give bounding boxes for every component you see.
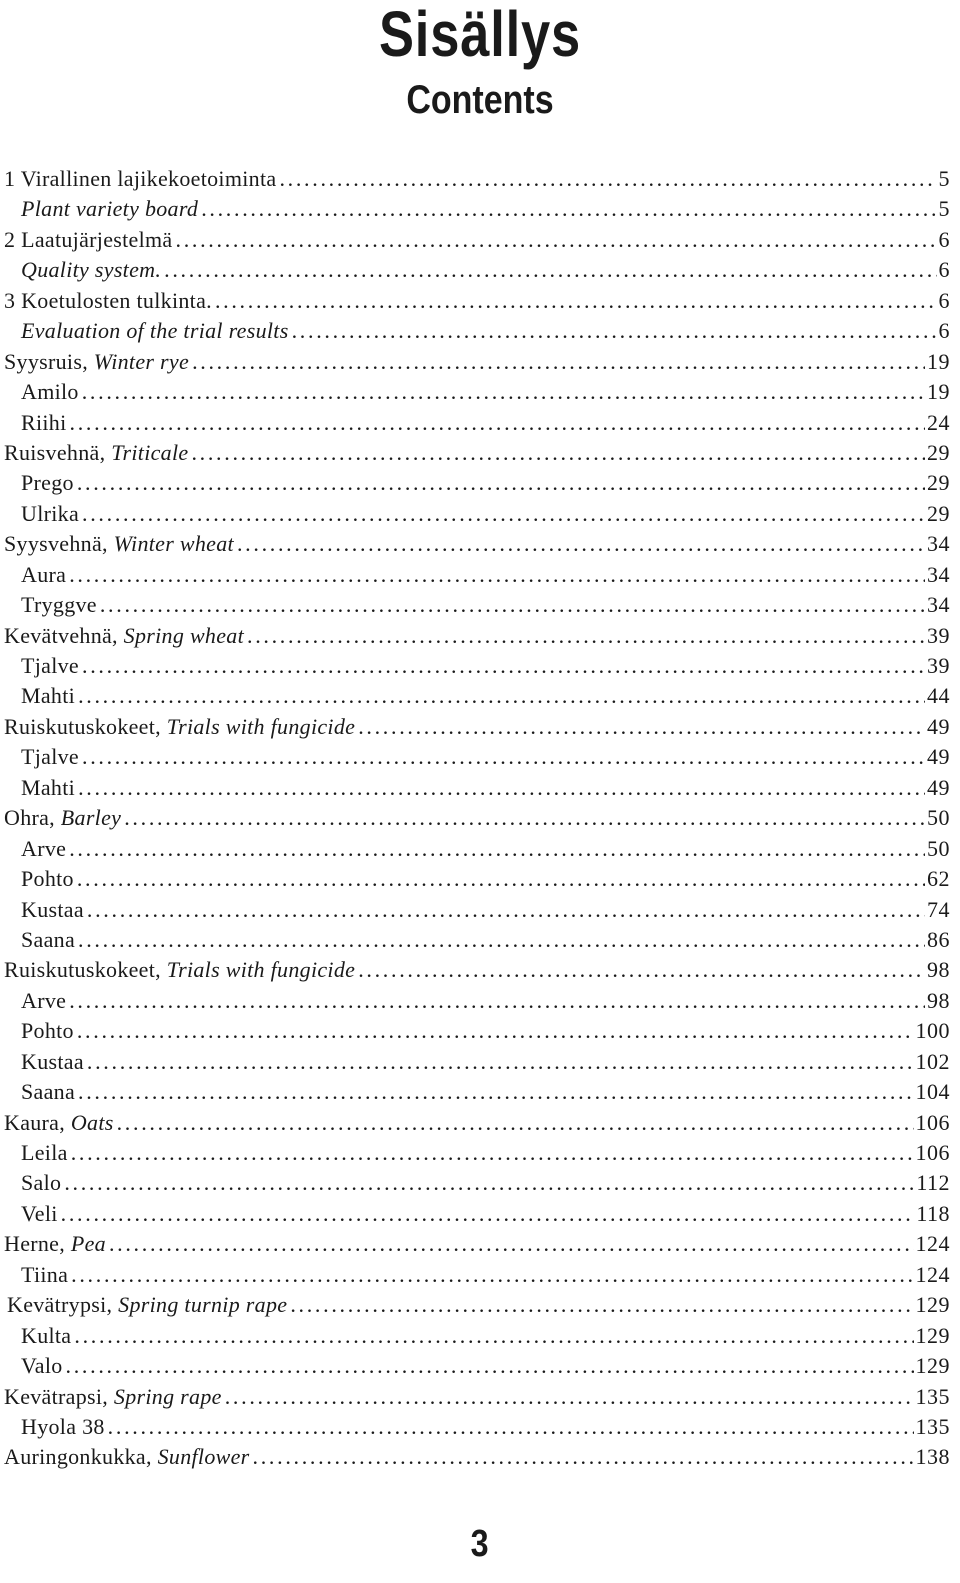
toc-page-number: 44: [927, 683, 950, 709]
toc-entry[interactable]: [4, 438, 950, 468]
toc-entry-finnish: Auringonkukka,: [4, 1444, 158, 1470]
page-footer: [0, 1522, 960, 1566]
toc-entry-finnish: Mahti: [21, 774, 76, 800]
dot-leader: [105, 1412, 914, 1442]
toc-entry-finnish: Tiina: [21, 1261, 69, 1287]
toc-entry-title: [21, 560, 66, 590]
toc-entry-title: [21, 590, 97, 620]
toc-entry[interactable]: [4, 681, 950, 711]
toc-entry-finnish: Syysruis,: [4, 348, 94, 374]
toc-page-number: 6: [938, 257, 950, 283]
toc-entry-english: Barley: [60, 805, 122, 831]
toc-entry[interactable]: [4, 986, 950, 1016]
toc-page-number: 138: [915, 1444, 950, 1470]
toc-entry-title: [4, 803, 121, 833]
toc-page-number: 118: [916, 1200, 950, 1226]
page-number: 3: [471, 1523, 489, 1565]
toc-entry-title: [4, 1229, 106, 1259]
dot-leader: [250, 1442, 914, 1472]
toc-entry-finnish: Ulrika: [21, 500, 80, 526]
toc-entry-title: [4, 1382, 222, 1412]
toc-entry-title: [4, 225, 173, 255]
toc-page-number: 49: [927, 744, 950, 770]
toc-entry-finnish: Kevätrypsi,: [7, 1292, 119, 1318]
toc-entry[interactable]: [4, 1016, 950, 1046]
toc-entry-english: Spring wheat: [123, 622, 244, 648]
toc-entry-title: [21, 408, 67, 438]
dot-leader: [355, 955, 925, 985]
dot-leader: [68, 1260, 913, 1290]
dot-leader: [173, 225, 937, 255]
toc-entry-finnish: Leila: [21, 1140, 68, 1165]
toc-page-number: 112: [916, 1170, 950, 1196]
toc-entry[interactable]: [4, 1168, 950, 1198]
toc-entry-title: [21, 742, 79, 772]
toc-entry-english: Plant variety board: [21, 196, 199, 222]
dot-leader: [75, 681, 925, 711]
toc-entry[interactable]: [4, 1321, 950, 1351]
toc-page-number: 29: [927, 470, 950, 496]
toc-entry[interactable]: [4, 255, 950, 285]
page-title: Sisällys: [378, 0, 582, 70]
dot-leader: [84, 895, 925, 925]
toc-entry-title: [4, 286, 212, 316]
toc-page-number: 129: [915, 1353, 950, 1379]
toc-page-number: 98: [927, 987, 950, 1013]
toc-entry-finnish: Pohto: [21, 1018, 74, 1044]
toc-entry-english: Spring rape: [113, 1383, 222, 1409]
toc-page-number: 34: [927, 592, 950, 618]
toc-entry-finnish: Amilo: [21, 379, 79, 405]
toc-page-number: 124: [915, 1261, 950, 1287]
toc-page-number: 19: [927, 348, 950, 374]
toc-entry-finnish: Arve: [21, 835, 67, 861]
toc-entry[interactable]: [4, 499, 950, 529]
toc-entry-title: [21, 681, 75, 711]
toc-entry-english: Trials with fungicide: [166, 713, 356, 739]
toc-page-number: 102: [915, 1048, 950, 1074]
toc-page-number: 6: [938, 318, 950, 344]
toc-entry[interactable]: [4, 742, 950, 772]
dot-leader: [74, 1016, 914, 1046]
dot-leader: [97, 590, 925, 620]
toc-entry-title: [21, 986, 66, 1016]
toc-page-number: 50: [927, 805, 950, 831]
toc-page-number: 24: [927, 409, 950, 435]
toc-entry-finnish: Kustaa: [21, 896, 84, 922]
toc-page-number: 34: [927, 531, 950, 557]
toc-page-number: 104: [915, 1079, 950, 1105]
toc-entry-title: [4, 712, 355, 742]
dot-leader: [58, 1199, 915, 1229]
toc-entry-finnish: 1 Virallinen lajikekoetoiminta: [4, 166, 277, 191]
toc-page-number: 100: [915, 1018, 950, 1044]
toc-entry-title: [21, 255, 161, 285]
toc-entry-title: [4, 438, 188, 468]
toc-entry[interactable]: [4, 895, 950, 925]
toc-entry-title: [4, 529, 234, 559]
toc-entry-finnish: Ohra,: [4, 805, 61, 831]
toc-entry-english: Quality system.: [21, 257, 162, 283]
toc-entry-title: [21, 194, 198, 224]
toc-page-number: 49: [927, 713, 950, 739]
toc-entry-finnish: Kevätrapsi,: [4, 1383, 114, 1409]
dot-leader: [106, 1229, 914, 1259]
toc-entry[interactable]: [4, 712, 950, 742]
toc-entry-title: [4, 1442, 250, 1472]
dot-leader: [355, 712, 925, 742]
toc-page-number: 129: [915, 1292, 950, 1318]
toc-page-number: 5: [938, 196, 950, 222]
toc-page-number: 39: [927, 622, 950, 648]
dot-leader: [222, 1382, 914, 1412]
dot-leader: [61, 1168, 914, 1198]
dot-leader: [79, 377, 925, 407]
dot-leader: [79, 742, 925, 772]
toc-entry[interactable]: [4, 347, 950, 377]
toc-entry-title: [21, 1260, 68, 1290]
toc-entry-finnish: Hyola 38: [21, 1413, 105, 1439]
toc-entry-finnish: Ruiskutuskokeet,: [4, 957, 167, 983]
toc-entry[interactable]: [4, 1290, 950, 1320]
toc-page-number: 86: [927, 926, 950, 952]
toc-entry-title: [21, 895, 84, 925]
table-of-contents: [4, 164, 950, 1473]
dot-leader: [74, 468, 925, 498]
toc-entry-title: [21, 1016, 74, 1046]
page-subtitle: Contents: [406, 78, 554, 122]
toc-entry-title: [21, 1138, 68, 1168]
toc-entry-english: Triticale: [111, 439, 189, 465]
dot-leader: [79, 651, 925, 681]
toc-entry[interactable]: [4, 377, 950, 407]
dot-leader: [75, 773, 925, 803]
toc-entry-finnish: Tryggve: [21, 592, 97, 618]
toc-entry-title: [21, 864, 74, 894]
toc-entry-finnish: Aura: [21, 561, 67, 587]
dot-leader: [63, 1351, 914, 1381]
dot-leader: [161, 255, 936, 285]
toc-entry-title: [4, 955, 355, 985]
dot-leader: [67, 408, 925, 438]
toc-page-number: 98: [927, 957, 950, 983]
toc-entry[interactable]: [4, 803, 950, 833]
toc-entry-title: [21, 1077, 75, 1107]
toc-entry[interactable]: [4, 408, 950, 438]
toc-page-number: 62: [927, 866, 950, 892]
toc-entry-english: Spring turnip rape: [118, 1292, 288, 1318]
toc-entry-english: Winter wheat: [113, 531, 234, 557]
dot-leader: [198, 194, 936, 224]
dot-leader: [66, 560, 925, 590]
toc-entry[interactable]: [4, 468, 950, 498]
toc-entry-title: [21, 834, 66, 864]
toc-entry-english: Sunflower: [157, 1444, 250, 1470]
toc-entry[interactable]: [4, 1351, 950, 1381]
toc-entry[interactable]: [4, 1108, 950, 1138]
toc-entry-finnish: Veli: [21, 1200, 58, 1226]
toc-entry-finnish: Kaura,: [4, 1109, 71, 1135]
toc-page-number: 50: [927, 835, 950, 861]
toc-entry[interactable]: [4, 164, 950, 194]
toc-entry[interactable]: [4, 773, 950, 803]
toc-page-number: 5: [938, 166, 950, 191]
toc-entry[interactable]: [4, 955, 950, 985]
toc-entry-title: [21, 1351, 63, 1381]
toc-page-number: 106: [915, 1109, 950, 1135]
dot-leader: [68, 1138, 914, 1168]
dot-leader: [244, 621, 925, 651]
dot-leader: [234, 529, 925, 559]
toc-page-number: 6: [938, 226, 950, 252]
page-header: [0, 0, 960, 120]
toc-entry-english: Trials with fungicide: [166, 957, 356, 983]
toc-entry-finnish: Ruiskutuskokeet,: [4, 713, 167, 739]
toc-entry-title: [4, 1108, 114, 1138]
toc-entry-finnish: 2 Laatujärjestelmä: [4, 226, 173, 252]
toc-entry-title: [21, 1321, 71, 1351]
toc-entry[interactable]: [4, 1077, 950, 1107]
toc-entry-title: [4, 621, 244, 651]
dot-leader: [66, 834, 925, 864]
toc-entry-title: [21, 1199, 58, 1229]
toc-entry-finnish: Syysvehnä,: [4, 531, 114, 557]
toc-entry-finnish: Kustaa: [21, 1048, 84, 1074]
dot-leader: [71, 1321, 913, 1351]
toc-entry[interactable]: [4, 316, 950, 346]
toc-entry-finnish: Tjalve: [21, 744, 79, 770]
toc-entry[interactable]: [4, 1412, 950, 1442]
dot-leader: [121, 803, 925, 833]
toc-entry[interactable]: [4, 1260, 950, 1290]
toc-entry-finnish: Prego: [21, 470, 74, 496]
toc-entry-finnish: Valo: [21, 1353, 63, 1379]
toc-entry[interactable]: [4, 529, 950, 559]
toc-entry[interactable]: [4, 1382, 950, 1412]
toc-entry[interactable]: [4, 1442, 950, 1472]
toc-entry[interactable]: [4, 560, 950, 590]
dot-leader: [212, 286, 937, 316]
toc-entry-finnish: Ruisvehnä,: [4, 439, 112, 465]
toc-entry[interactable]: [4, 1229, 950, 1259]
dot-leader: [79, 499, 925, 529]
toc-page-number: 6: [938, 287, 950, 313]
toc-entry-finnish: Mahti: [21, 683, 76, 709]
dot-leader: [84, 1047, 914, 1077]
toc-entry[interactable]: [4, 1047, 950, 1077]
toc-entry-title: [21, 499, 79, 529]
toc-entry-finnish: 3 Koetulosten tulkinta.: [4, 287, 212, 313]
toc-entry[interactable]: [4, 621, 950, 651]
toc-entry-title: [21, 925, 75, 955]
toc-page-number: 74: [927, 896, 950, 922]
toc-entry-finnish: Tjalve: [21, 653, 79, 678]
toc-entry-finnish: Pohto: [21, 866, 74, 892]
toc-page-number: 129: [915, 1322, 950, 1348]
toc-entry-english: Oats: [70, 1109, 114, 1135]
toc-page-number: 19: [927, 379, 950, 405]
dot-leader: [75, 1077, 913, 1107]
toc-entry-finnish: Arve: [21, 987, 67, 1013]
toc-entry-english: Pea: [70, 1231, 106, 1257]
toc-entry[interactable]: [4, 194, 950, 224]
toc-entry-finnish: Herne,: [4, 1231, 71, 1257]
toc-entry[interactable]: [4, 1138, 950, 1168]
toc-entry-title: [21, 316, 289, 346]
dot-leader: [74, 864, 925, 894]
dot-leader: [66, 986, 925, 1016]
toc-entry-title: [21, 377, 79, 407]
dot-leader: [75, 925, 925, 955]
toc-page-number: 39: [927, 653, 950, 678]
toc-entry-finnish: Kevätvehnä,: [4, 622, 124, 648]
toc-page-number: 124: [915, 1231, 950, 1257]
toc-page-number: 135: [915, 1413, 950, 1439]
toc-entry-title: [21, 1168, 61, 1198]
toc-entry-finnish: Riihi: [21, 409, 67, 435]
toc-entry[interactable]: [4, 651, 950, 681]
toc-entry[interactable]: [4, 1199, 950, 1229]
toc-entry[interactable]: [4, 834, 950, 864]
toc-entry-title: [21, 651, 79, 681]
toc-entry[interactable]: [4, 286, 950, 316]
toc-page-number: 49: [927, 774, 950, 800]
toc-entry-title: [4, 164, 276, 194]
toc-entry-title: [4, 347, 189, 377]
dot-leader: [188, 438, 925, 468]
toc-entry[interactable]: [4, 225, 950, 255]
toc-entry-title: [21, 773, 75, 803]
dot-leader: [289, 316, 937, 346]
toc-page-number: 106: [915, 1140, 950, 1165]
toc-page-number: 29: [927, 439, 950, 465]
toc-page-number: 34: [927, 561, 950, 587]
toc-entry[interactable]: [4, 864, 950, 894]
toc-entry-english: Winter rye: [93, 348, 190, 374]
toc-entry-finnish: Saana: [21, 1079, 76, 1105]
toc-entry-title: [7, 1290, 287, 1320]
toc-entry-english: Evaluation of the trial results: [21, 318, 289, 344]
toc-entry-finnish: Saana: [21, 926, 76, 952]
toc-entry-finnish: Kulta: [21, 1322, 72, 1348]
toc-entry[interactable]: [4, 590, 950, 620]
dot-leader: [189, 347, 925, 377]
toc-entry[interactable]: [4, 925, 950, 955]
toc-entry-finnish: Salo: [21, 1170, 62, 1196]
dot-leader: [287, 1290, 913, 1320]
toc-entry-title: [21, 468, 74, 498]
dot-leader: [276, 164, 936, 194]
toc-entry-title: [21, 1412, 105, 1442]
dot-leader: [114, 1108, 914, 1138]
toc-page-number: 135: [915, 1383, 950, 1409]
toc-entry-title: [21, 1047, 84, 1077]
toc-page-number: 29: [927, 500, 950, 526]
